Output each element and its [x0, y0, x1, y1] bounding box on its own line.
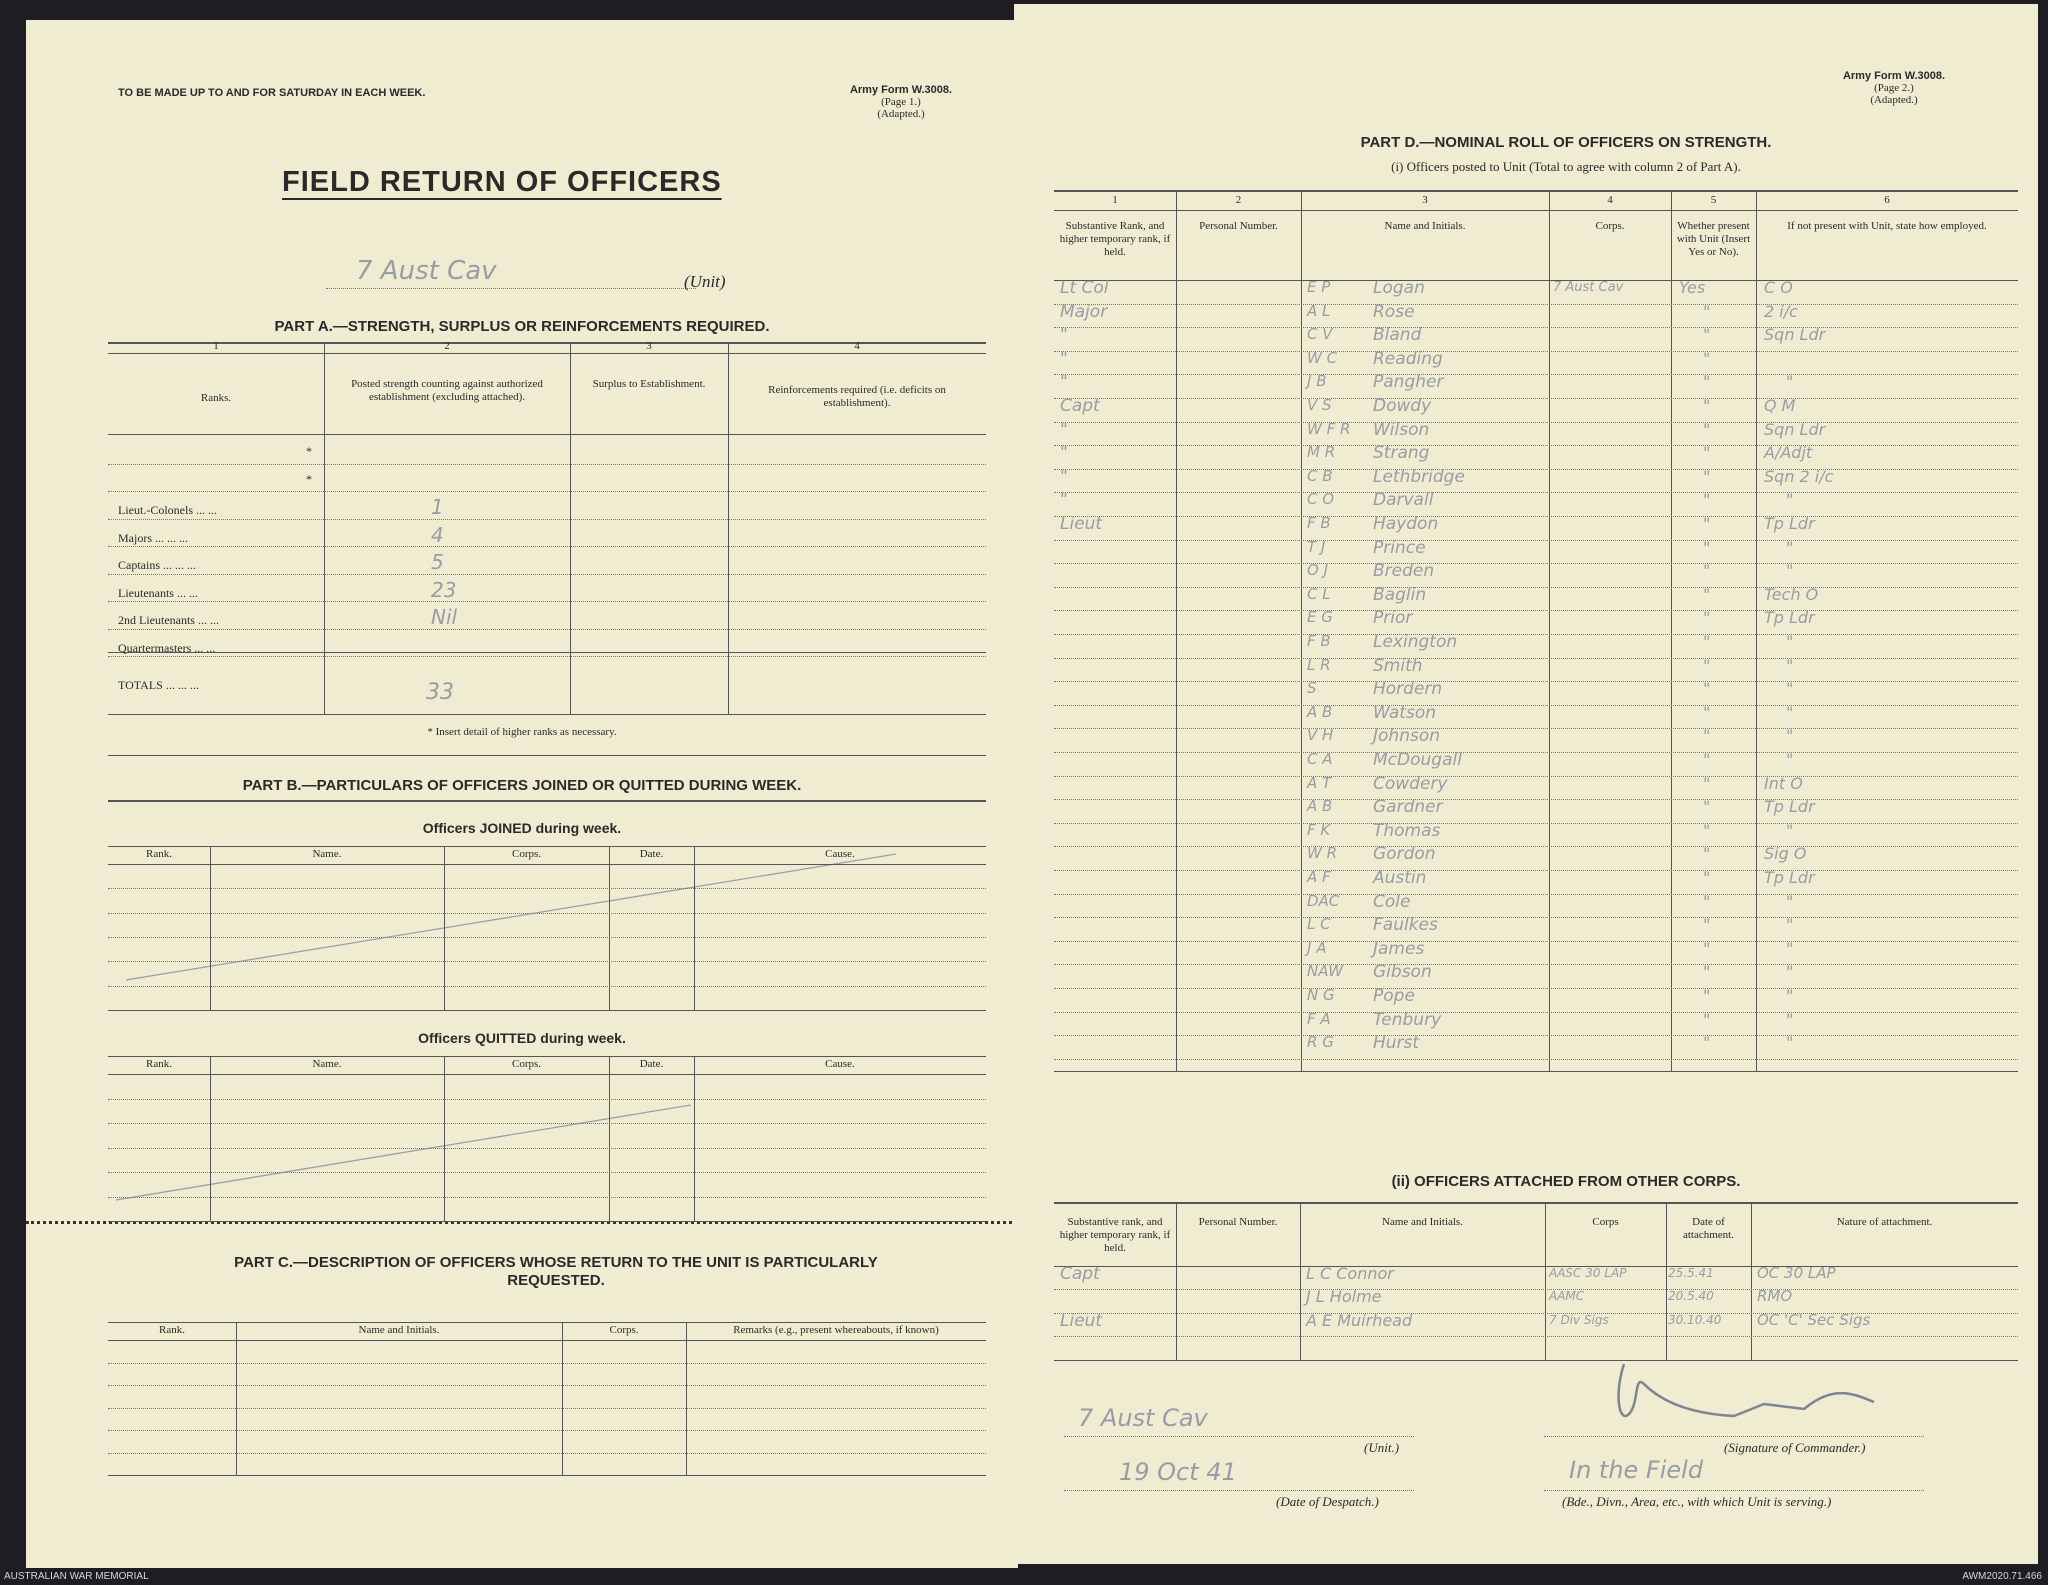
roll-present: "	[1703, 679, 1711, 699]
roll-present: "	[1703, 702, 1711, 722]
roll-name: McDougall	[1373, 750, 1462, 770]
roll-header: Substantive Rank, and higher temporary rank, if held.	[1059, 220, 1171, 258]
commander-signature	[1604, 1354, 1904, 1434]
roll-employment: "	[1786, 938, 1794, 958]
roll-initials: E P	[1307, 278, 1331, 296]
roll-header: Personal Number.	[1199, 220, 1278, 232]
roll-employment: "	[1786, 372, 1794, 392]
quitted-header: Cause.	[825, 1058, 855, 1070]
roll-rank: "	[1060, 325, 1068, 346]
roll-name: Baglin	[1373, 584, 1427, 605]
part-a-strength: 5	[431, 550, 444, 574]
roll-present: "	[1703, 655, 1711, 675]
roll-name: Prior	[1373, 608, 1413, 629]
roll-name: Cole	[1373, 891, 1411, 912]
roll-employment: Int O	[1764, 773, 1803, 793]
attached-nature: OC 'C' Sec Sigs	[1757, 1310, 1871, 1329]
part-a-strength: 23	[431, 577, 457, 602]
attached-header: Substantive rank, and higher temporary rank, if held.	[1059, 1216, 1171, 1254]
roll-present: "	[1703, 301, 1711, 321]
roll-employment: "	[1786, 915, 1794, 935]
roll-present: "	[1703, 372, 1711, 392]
roll-initials: E G	[1307, 608, 1333, 627]
attached-date: 30.10.40	[1668, 1312, 1722, 1327]
roll-header: Corps.	[1595, 220, 1625, 232]
roll-initials: C B	[1307, 466, 1333, 485]
despatch-date-label: (Date of Despatch.)	[1276, 1494, 1379, 1509]
roll-present: "	[1703, 490, 1711, 510]
roll-employment: 2 i/c	[1764, 301, 1798, 321]
form-id: Army Form W.3008.	[849, 84, 953, 96]
attached-name: L C Connor	[1306, 1264, 1394, 1283]
bde-label: (Bde., Divn., Area, etc., with which Unit is serving.)	[1562, 1494, 1832, 1509]
roll-initials: S	[1307, 679, 1317, 698]
roll-present: "	[1703, 1009, 1711, 1029]
roll-initials: A B	[1307, 702, 1333, 721]
footer-unit-label: (Unit.)	[1364, 1440, 1400, 1455]
roll-initials: J B	[1307, 372, 1327, 391]
roll-present: "	[1703, 632, 1711, 651]
page-number: (Page 1.)	[881, 96, 921, 108]
roll-present: "	[1703, 419, 1711, 439]
part-c-title: PART C.—DESCRIPTION OF OFFICERS WHOSE RETURN TO THE UNIT IS PARTICULARLY REQUESTED.	[234, 1254, 878, 1289]
footer-source: AUSTRALIAN WAR MEMORIAL	[4, 1571, 149, 1582]
attached-header: Corps	[1592, 1216, 1619, 1228]
roll-employment: "	[1786, 750, 1794, 769]
roll-initials: A B	[1307, 797, 1333, 816]
roll-present: "	[1703, 325, 1711, 345]
roll-name: Pope	[1373, 986, 1415, 1006]
roll-employment: "	[1786, 702, 1794, 722]
roll-name: Rose	[1373, 301, 1415, 322]
roll-employment: Q M	[1764, 396, 1796, 415]
part-a-rank: Quartermasters ... ...	[118, 640, 216, 655]
roll-employment: "	[1786, 1033, 1794, 1053]
attached-rank: Capt	[1060, 1264, 1100, 1284]
roll-initials: W R	[1307, 844, 1338, 863]
roll-employment: Tech O	[1764, 584, 1819, 604]
quitted-header: Rank.	[146, 1058, 172, 1070]
part-b-title: PART B.—PARTICULARS OF OFFICERS JOINED OR QUITTED DURING WEEK.	[242, 777, 802, 794]
quitted-header: Name.	[312, 1058, 342, 1070]
roll-employment: Sig O	[1764, 844, 1807, 864]
roll-present: "	[1703, 514, 1711, 533]
roll-employment: "	[1786, 1009, 1794, 1029]
part-a-header: Ranks.	[200, 392, 232, 404]
joined-header: Name.	[312, 848, 342, 860]
roll-initials: L R	[1307, 655, 1331, 674]
joined-title: Officers JOINED during week.	[422, 820, 622, 836]
roll-name: Thomas	[1373, 820, 1441, 841]
part-a-rank: Captains ... ... ...	[118, 558, 196, 572]
part-d-subtitle: (i) Officers posted to Unit (Total to agree with column 2 of Part A).	[1391, 159, 1741, 174]
attached-corps: 7 Div Sigs	[1549, 1312, 1609, 1327]
right-page	[1014, 4, 2038, 1564]
part-a-strength: 4	[431, 522, 444, 547]
roll-present: "	[1703, 868, 1711, 887]
quitted-header: Corps.	[511, 1058, 542, 1070]
attached-corps: AAMC	[1549, 1289, 1585, 1304]
roll-employment: Tp Ldr	[1764, 797, 1815, 817]
part-a-strength: 1	[431, 495, 444, 519]
roll-initials: C L	[1307, 584, 1331, 603]
roll-col-num: 3	[1422, 194, 1428, 206]
roll-present: "	[1703, 891, 1711, 911]
roll-employment: "	[1786, 891, 1794, 911]
unit-value: 7 Aust Cav	[356, 256, 497, 286]
roll-rank: Lt Col	[1060, 278, 1109, 298]
part-a-header: Surplus to Establishment.	[592, 378, 706, 390]
roll-present: "	[1703, 584, 1711, 604]
roll-col-num: 6	[1884, 194, 1890, 206]
bde-value: In the Field	[1569, 1456, 1704, 1484]
roll-present: "	[1703, 938, 1711, 958]
roll-name: Hurst	[1373, 1033, 1420, 1054]
part-d-title: PART D.—NOMINAL ROLL OF OFFICERS ON STRENGTH.	[1360, 134, 1772, 151]
roll-name: Darvall	[1373, 490, 1434, 511]
part-a-asterisk: *	[306, 471, 312, 486]
roll-name: Strang	[1373, 443, 1430, 464]
roll-initials: C O	[1307, 490, 1335, 509]
part-a-col-num: 1	[213, 340, 219, 352]
roll-rank: Lieut	[1060, 514, 1103, 534]
roll-employment: Sqn 2 i/c	[1764, 466, 1834, 486]
page-number: (Page 2.)	[1874, 82, 1914, 94]
left-page	[26, 20, 1018, 1568]
part-c-header: Corps.	[609, 1324, 639, 1336]
roll-present: "	[1703, 915, 1711, 935]
roll-employment: Tp Ldr	[1764, 608, 1815, 628]
roll-present: "	[1703, 348, 1711, 368]
roll-present: "	[1703, 537, 1711, 557]
attached-header: Personal Number.	[1198, 1216, 1278, 1228]
roll-name: Lexington	[1373, 632, 1458, 652]
attached-name: A E Muirhead	[1306, 1310, 1413, 1330]
roll-name: Dowdy	[1373, 396, 1432, 416]
roll-employment: "	[1786, 986, 1794, 1005]
part-a-col-num: 4	[854, 340, 860, 352]
attached-date: 20.5.40	[1668, 1289, 1714, 1304]
roll-employment: Sqn Ldr	[1764, 325, 1826, 345]
roll-rank: "	[1060, 443, 1068, 464]
roll-col-num: 4	[1607, 194, 1613, 206]
roll-initials: V H	[1307, 726, 1334, 745]
roll-rank: "	[1060, 372, 1068, 393]
roll-employment: "	[1786, 820, 1794, 840]
form-title: FIELD RETURN OF OFFICERS	[282, 166, 722, 198]
attached-corps: AASC 30 LAP	[1549, 1266, 1627, 1280]
attached-name: J L Holme	[1306, 1287, 1382, 1307]
part-a-strength: Nil	[431, 605, 458, 629]
roll-employment: Sqn Ldr	[1764, 419, 1826, 439]
roll-employment: "	[1786, 962, 1794, 982]
roll-initials: R G	[1307, 1033, 1334, 1052]
roll-present: "	[1703, 561, 1711, 581]
roll-employment: Tp Ldr	[1764, 868, 1815, 887]
roll-name: Austin	[1373, 868, 1427, 888]
roll-name: Hordern	[1373, 679, 1443, 700]
roll-header: Whether present with Unit (Insert Yes or No).	[1676, 220, 1751, 258]
roll-name: Gardner	[1373, 797, 1443, 818]
roll-employment: "	[1786, 679, 1794, 699]
roll-name: James	[1373, 938, 1425, 959]
roll-col-num: 1	[1112, 194, 1118, 206]
roll-name: Haydon	[1373, 514, 1439, 534]
roll-name: Faulkes	[1373, 915, 1438, 936]
roll-employment: A/Adjt	[1764, 443, 1813, 463]
roll-name: Lethbridge	[1373, 466, 1465, 487]
roll-initials: J A	[1307, 938, 1327, 957]
part-a-rank: Lieut.-Colonels ... ...	[118, 503, 217, 517]
roll-initials: L C	[1307, 915, 1331, 934]
roll-rank: "	[1060, 490, 1068, 511]
joined-header: Cause.	[825, 848, 855, 860]
roll-name: Bland	[1373, 325, 1422, 346]
joined-header: Date.	[639, 848, 664, 860]
totals-value: 33	[426, 680, 454, 705]
roll-rank: Major	[1060, 301, 1108, 322]
part-a-rank: Majors ... ... ...	[118, 530, 188, 545]
attached-nature: OC 30 LAP	[1757, 1264, 1836, 1282]
form-id: Army Form W.3008.	[1842, 70, 1946, 82]
roll-initials: O J	[1307, 561, 1328, 580]
part-a-header: Posted strength counting against authorized establishment (excluding attached).	[351, 378, 543, 403]
roll-initials: W F R	[1307, 419, 1351, 438]
totals-label: TOTALS ... ... ...	[118, 678, 199, 692]
attached-header: Name and Initials.	[1382, 1216, 1463, 1228]
roll-name: Cowdery	[1373, 773, 1448, 794]
part-a-col-num: 2	[444, 340, 450, 352]
part-c-header: Name and Initials.	[358, 1324, 440, 1336]
roll-initials: C A	[1307, 750, 1333, 768]
roll-rank: Capt	[1060, 396, 1100, 416]
roll-rank: "	[1060, 466, 1068, 487]
roll-name: Reading	[1373, 348, 1443, 369]
roll-initials: A L	[1307, 301, 1331, 320]
attached-nature: RMO	[1757, 1287, 1793, 1306]
roll-initials: F A	[1307, 1009, 1331, 1028]
part-c-header: Rank.	[159, 1324, 185, 1336]
roll-initials: DAC	[1307, 891, 1340, 910]
roll-header: Name and Initials.	[1384, 220, 1466, 232]
roll-present: "	[1703, 1033, 1711, 1053]
roll-present: "	[1703, 986, 1711, 1005]
roll-name: Prince	[1373, 537, 1426, 558]
roll-initials: A F	[1307, 868, 1331, 886]
roll-employment: "	[1786, 655, 1794, 675]
roll-corps: 7 Aust Cav	[1553, 280, 1624, 295]
part-a-col-num: 3	[646, 340, 652, 352]
roll-name: Tenbury	[1373, 1009, 1442, 1030]
joined-header: Rank.	[146, 848, 172, 860]
attached-date: 25.5.41	[1668, 1266, 1714, 1280]
roll-present: "	[1703, 726, 1711, 746]
roll-name: Gibson	[1373, 962, 1432, 983]
part-a-asterisk: *	[306, 444, 312, 458]
roll-initials: N G	[1307, 986, 1335, 1004]
roll-present: "	[1703, 396, 1711, 415]
footer-accession: AWM2020.71.466	[1962, 1571, 2042, 1582]
roll-initials: F B	[1307, 632, 1331, 650]
roll-initials: F B	[1307, 514, 1331, 532]
roll-initials: F K	[1307, 820, 1331, 839]
roll-initials: M R	[1307, 443, 1336, 462]
roll-rank: "	[1060, 348, 1068, 369]
adapted-note: (Adapted.)	[877, 108, 925, 120]
attached-header: Date of attachment.	[1682, 1216, 1734, 1241]
roll-present: "	[1703, 844, 1711, 864]
form-id-block	[1794, 70, 1994, 106]
roll-present: "	[1703, 608, 1711, 628]
roll-present: "	[1703, 962, 1711, 982]
part-c-header: Remarks (e.g., present whereabouts, if known)	[733, 1324, 939, 1336]
adapted-note: (Adapted.)	[1870, 94, 1918, 106]
roll-name: Logan	[1373, 278, 1425, 298]
roll-col-num: 5	[1710, 194, 1717, 206]
joined-header: Corps.	[511, 848, 542, 860]
roll-employment: "	[1786, 632, 1794, 651]
roll-present: "	[1703, 466, 1711, 486]
roll-employment: Tp Ldr	[1764, 514, 1815, 533]
despatch-date-value: 19 Oct 41	[1119, 1458, 1237, 1486]
roll-name: Johnson	[1373, 726, 1440, 747]
roll-present: "	[1703, 750, 1711, 769]
roll-initials: T J	[1307, 537, 1326, 556]
roll-initials: W C	[1307, 348, 1338, 367]
signature-label: (Signature of Commander.)	[1724, 1440, 1866, 1455]
roll-employment: "	[1786, 490, 1794, 510]
roll-name: Pangher	[1373, 372, 1444, 393]
attached-header: Nature of attachment.	[1836, 1216, 1933, 1228]
roll-initials: V S	[1307, 396, 1332, 414]
roll-rank: "	[1060, 419, 1068, 440]
quitted-title: Officers QUITTED during week.	[418, 1030, 626, 1046]
footer-unit-value: 7 Aust Cav	[1078, 1404, 1208, 1432]
roll-header: If not present with Unit, state how employed.	[1787, 220, 1987, 232]
top-note: TO BE MADE UP TO AND FOR SATURDAY IN EACH WEEK.	[118, 87, 426, 99]
roll-employment: "	[1786, 537, 1794, 557]
part-a-rank: 2nd Lieutenants ... ...	[118, 613, 219, 627]
part-a-footnote: * Insert detail of higher ranks as necessary.	[427, 726, 617, 738]
roll-name: Wilson	[1373, 419, 1430, 440]
roll-present: Yes	[1679, 278, 1706, 297]
roll-col-num: 2	[1235, 194, 1242, 206]
roll-employment: "	[1786, 726, 1794, 746]
roll-present: "	[1703, 820, 1711, 840]
roll-initials: C V	[1307, 325, 1333, 344]
roll-initials: NAW	[1307, 962, 1344, 981]
roll-present: "	[1703, 773, 1711, 793]
roll-present: "	[1703, 797, 1711, 817]
quitted-header: Date.	[639, 1058, 664, 1070]
unit-label: (Unit)	[684, 272, 726, 291]
part-a-header: Reinforcements required (i.e. deficits on establishment).	[768, 384, 946, 409]
part-a-rank: Lieutenants ... ...	[118, 585, 198, 600]
roll-present: "	[1703, 443, 1711, 463]
roll-name: Gordon	[1373, 844, 1436, 865]
attached-rank: Lieut	[1060, 1310, 1103, 1331]
roll-name: Watson	[1373, 702, 1436, 723]
roll-employment: "	[1786, 561, 1794, 581]
roll-employment: C O	[1764, 278, 1793, 297]
roll-name: Breden	[1373, 561, 1435, 582]
roll-name: Smith	[1373, 655, 1423, 676]
roll-initials: A T	[1307, 773, 1332, 792]
part-a-title: PART A.—STRENGTH, SURPLUS OR REINFORCEMENTS REQUIRED.	[274, 318, 770, 335]
attached-title: (ii) OFFICERS ATTACHED FROM OTHER CORPS.	[1391, 1173, 1741, 1190]
